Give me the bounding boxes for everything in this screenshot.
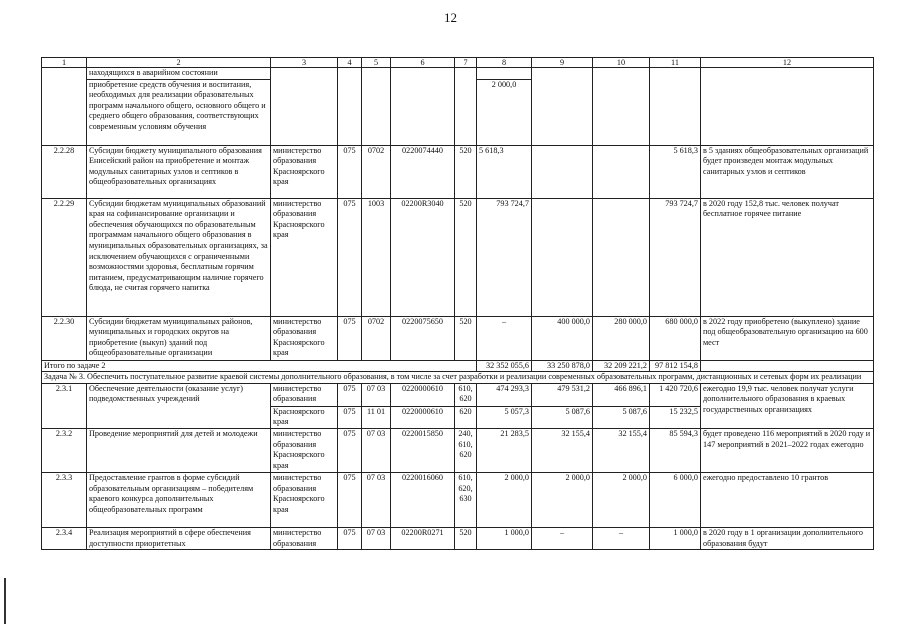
cell-code: 0220074440 xyxy=(391,145,455,198)
cell-code: 0702 xyxy=(362,316,391,360)
header-cell: 12 xyxy=(701,58,874,68)
cell-code: 0220015850 xyxy=(391,428,455,472)
cell-code: 07 03 xyxy=(362,527,391,549)
cell-name: Проведение мероприятий для детей и молодежи xyxy=(87,428,271,472)
cell-code: 610, 620 xyxy=(455,383,477,406)
cell-num: 2.2.30 xyxy=(42,316,87,360)
cell-num: 2.2.28 xyxy=(42,145,87,198)
cell-code: 520 xyxy=(455,316,477,360)
cell-org: министерство образования xyxy=(271,527,338,549)
cell-name: Обеспечение деятельности (оказание услуг) подведомственных учреждений xyxy=(87,383,271,428)
cell-value: – xyxy=(593,527,650,549)
cell-code: 11 01 xyxy=(362,406,391,428)
cell-num: 2.3.1 xyxy=(42,383,87,428)
cell-org: министерство образования Красноярского края xyxy=(271,198,338,316)
total-label: Итого по задаче 2 xyxy=(42,360,477,372)
cell-value: 466 896,1 xyxy=(593,383,650,406)
cell-value: 793 724,7 xyxy=(650,198,701,316)
cell-code: 0702 xyxy=(362,145,391,198)
cell-value: – xyxy=(532,527,593,549)
cell-code: 610, 620, 630 xyxy=(455,472,477,527)
task-title: Задача № 3. Обеспечить поступательное развитие краевой системы дополнительного образования, в том числе за счет разработки и реализации современных образовательных программ, дистанционных и сетевых форм их реализации xyxy=(42,372,874,384)
header-cell: 10 xyxy=(593,58,650,68)
cell-value xyxy=(532,198,593,316)
cell-org: министерство образования Красноярского края xyxy=(271,428,338,472)
cell-num: 2.3.2 xyxy=(42,428,87,472)
header-cell: 5 xyxy=(362,58,391,68)
cell-result: в 5 зданиях общеобразовательных организаций будет произведен монтаж модульных санитарных узлов и септиков xyxy=(701,145,874,198)
table-row xyxy=(42,198,874,316)
cell-code: 0220075650 xyxy=(391,316,455,360)
table-row xyxy=(42,383,874,406)
table-row xyxy=(42,68,874,80)
cell-code: 240, 610, 620 xyxy=(455,428,477,472)
cell-code: 07 03 xyxy=(362,428,391,472)
cell-code: 07 03 xyxy=(362,383,391,406)
program-table xyxy=(41,57,874,550)
cell-value: 2 000,0 xyxy=(477,472,532,527)
table-row xyxy=(42,527,874,549)
total-row xyxy=(42,360,874,372)
cell-org: Красноярского края xyxy=(271,406,338,428)
header-cell: 6 xyxy=(391,58,455,68)
cell-value: 6 000,0 xyxy=(650,472,701,527)
header-cell: 1 xyxy=(42,58,87,68)
cell-code: 0220000610 xyxy=(391,383,455,406)
cell-result: в 2020 году 152,8 тыс. человек получат бесплатное горячее питание xyxy=(701,198,874,316)
cell-code: 520 xyxy=(455,198,477,316)
cell-value: 280 000,0 xyxy=(593,316,650,360)
cell-name: приобретение средств обучения и воспитания, необходимых для реализации образовательных программ начального общего, основного общего и среднего общего образования, соответствующих современным условиям обучения xyxy=(87,79,271,145)
cell-value xyxy=(593,198,650,316)
cell-code: 075 xyxy=(338,428,362,472)
cell-name: Предоставление грантов в форме субсидий образовательным организациям – победителям краевого конкурса дополнительных общеобразовательных программ xyxy=(87,472,271,527)
table-row xyxy=(42,428,874,472)
cell-code: 075 xyxy=(338,145,362,198)
cell-num: 2.3.3 xyxy=(42,472,87,527)
cell-value xyxy=(532,145,593,198)
page-number: 12 xyxy=(444,10,457,25)
cell-result: в 2020 году в 1 организации дополнительного образования будут xyxy=(701,527,874,549)
cell-code: 075 xyxy=(338,472,362,527)
total-value: 32 209 221,2 xyxy=(593,360,650,372)
cell-code: 1003 xyxy=(362,198,391,316)
header-cell: 3 xyxy=(271,58,338,68)
cell-result: ежегодно 19,9 тыс. человек получат услуги дополнительного образования в краевых государственных организациях xyxy=(701,383,874,428)
cell-value xyxy=(593,145,650,198)
task-header-row xyxy=(42,372,874,384)
cell-result: ежегодно предоставлено 10 грантов xyxy=(701,472,874,527)
cell-value: 85 594,3 xyxy=(650,428,701,472)
cell-name: находящихся в аварийном состоянии xyxy=(87,68,271,80)
cell-value: 5 087,6 xyxy=(593,406,650,428)
cell-value: 21 283,5 xyxy=(477,428,532,472)
cell-org: министерство образования Красноярского края xyxy=(271,145,338,198)
cell-value: 1 000,0 xyxy=(650,527,701,549)
cell-value: 793 724,7 xyxy=(477,198,532,316)
header-cell: 11 xyxy=(650,58,701,68)
cell-code: 075 xyxy=(338,383,362,406)
cell-code: 075 xyxy=(338,406,362,428)
scan-edge-mark xyxy=(4,578,6,624)
cell-code: 520 xyxy=(455,527,477,549)
cell-code: 075 xyxy=(338,316,362,360)
cell-code: 520 xyxy=(455,145,477,198)
cell-value: 474 293,3 xyxy=(477,383,532,406)
cell-code: 620 xyxy=(455,406,477,428)
cell-value: 5 618,3 xyxy=(650,145,701,198)
header-cell: 7 xyxy=(455,58,477,68)
header-cell: 9 xyxy=(532,58,593,68)
cell-value: 2 000,0 xyxy=(477,79,532,145)
cell-code: 0220000610 xyxy=(391,406,455,428)
cell-code: 0220016060 xyxy=(391,472,455,527)
cell-code: 075 xyxy=(338,198,362,316)
total-value: 33 250 878,0 xyxy=(532,360,593,372)
cell-value: 2 000,0 xyxy=(593,472,650,527)
total-value: 32 352 055,6 xyxy=(477,360,532,372)
cell-value: – xyxy=(477,316,532,360)
cell-code: 02200R3040 xyxy=(391,198,455,316)
cell-value: 479 531,2 xyxy=(532,383,593,406)
cell-code: 02200R0271 xyxy=(391,527,455,549)
cell-name: Субсидии бюджету муниципального образования Енисейский район на приобретение и монтаж модульных санитарных узлов и септиков в общеобразовательных организациях xyxy=(87,145,271,198)
table-row xyxy=(42,472,874,527)
cell-result: в 2022 году приобретено (выкуплено) здание под общеобразовательную организацию на 600 мест xyxy=(701,316,874,360)
header-cell: 2 xyxy=(87,58,271,68)
cell-name: Реализация мероприятий в сфере обеспечения доступности приоритетных xyxy=(87,527,271,549)
cell-value: 400 000,0 xyxy=(532,316,593,360)
cell-num: 2.2.29 xyxy=(42,198,87,316)
cell-name: Субсидии бюджетам муниципальных районов, муниципальных и городских округов на приобретение (выкуп) зданий под общеобразовательные организации xyxy=(87,316,271,360)
cell-org: министерство образования Красноярского края xyxy=(271,472,338,527)
cell-result: будет проведено 116 мероприятий в 2020 году и 147 мероприятий в 2021–2022 годах ежегодно xyxy=(701,428,874,472)
header-row xyxy=(42,58,874,68)
cell-org: министерство образования Красноярского края xyxy=(271,316,338,360)
total-value: 97 812 154,8 xyxy=(650,360,701,372)
cell-org: министерство образования xyxy=(271,383,338,406)
cell-code: 075 xyxy=(338,527,362,549)
cell-value: 680 000,0 xyxy=(650,316,701,360)
cell-value: 1 420 720,6 xyxy=(650,383,701,406)
cell-code: 07 03 xyxy=(362,472,391,527)
cell-value: 2 000,0 xyxy=(532,472,593,527)
cell-value: 5 087,6 xyxy=(532,406,593,428)
table-row xyxy=(42,145,874,198)
header-cell: 4 xyxy=(338,58,362,68)
cell-value: 32 155,4 xyxy=(593,428,650,472)
cell-value: 1 000,0 xyxy=(477,527,532,549)
cell-value: 15 232,5 xyxy=(650,406,701,428)
cell-name: Субсидии бюджетам муниципальных образований края на софинансирование организации и обеспечения обучающихся по образовательным программам начального общего образования в муниципальных образовательных организациях, за исключением обучающихся с ограниченными возможностями здоровья, бесплатным горячим питанием, предусматривающим наличие горячего блюда, не считая горячего напитка xyxy=(87,198,271,316)
cell-value: 32 155,4 xyxy=(532,428,593,472)
cell-num: 2.3.4 xyxy=(42,527,87,549)
header-cell: 8 xyxy=(477,58,532,68)
table-row xyxy=(42,316,874,360)
cell-value: 5 618,3 xyxy=(477,145,532,198)
cell-value: 5 057,3 xyxy=(477,406,532,428)
